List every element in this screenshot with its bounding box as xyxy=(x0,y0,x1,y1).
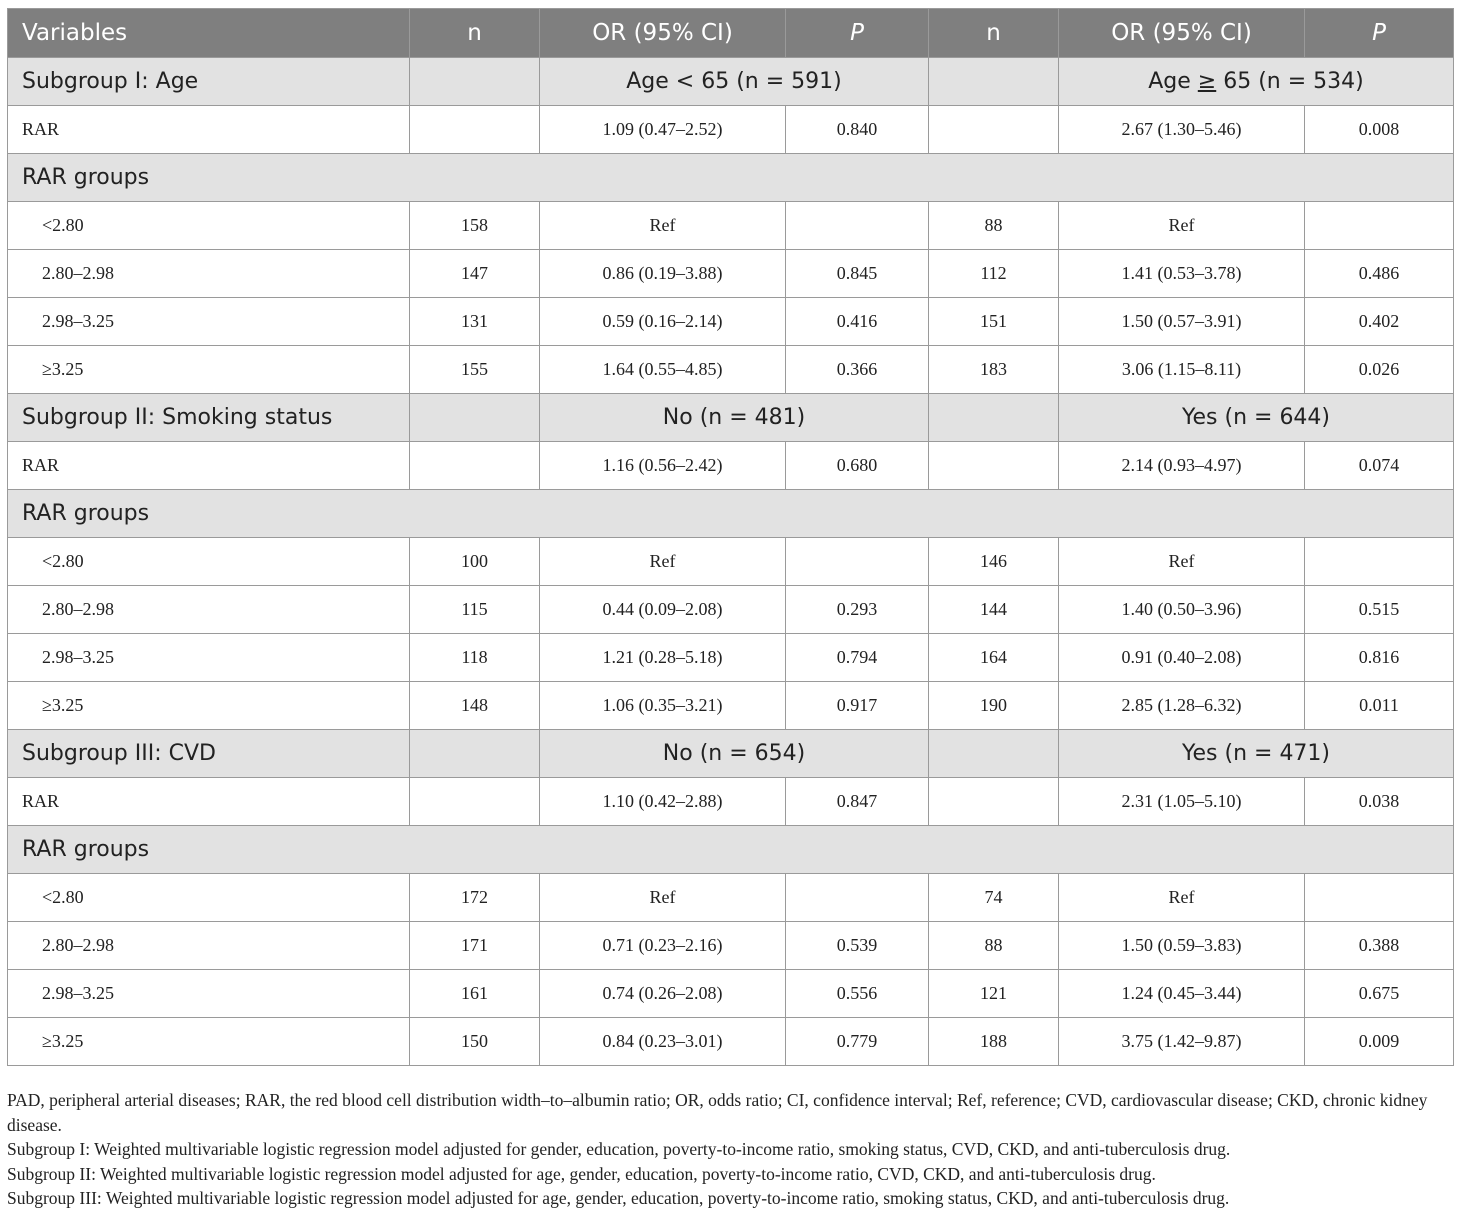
groups-label: RAR groups xyxy=(8,490,1454,538)
n-right: 121 xyxy=(929,970,1059,1018)
or-right: 0.91 (0.40–2.08) xyxy=(1059,634,1305,682)
or-left: 0.74 (0.26–2.08) xyxy=(540,970,786,1018)
groups-header-row xyxy=(8,826,1454,874)
footnote-abbreviations: PAD, peripheral arterial diseases; RAR, the red blood cell distribution width–to–albumin ratio; OR, odds ratio; CI, confidence interval; Ref, reference; CVD, cardiovascular disease; CKD, chronic kidney disease. xyxy=(7,1090,1428,1135)
n-right: 164 xyxy=(929,634,1059,682)
or-left: Ref xyxy=(540,538,786,586)
row-label: RAR xyxy=(8,778,410,826)
or-left: Ref xyxy=(540,874,786,922)
or-left: 1.16 (0.56–2.42) xyxy=(540,442,786,490)
row-label: 2.98–3.25 xyxy=(8,634,410,682)
header-n-right: n xyxy=(929,9,1059,58)
or-right: 2.85 (1.28–6.32) xyxy=(1059,682,1305,730)
n-left: 158 xyxy=(410,202,540,250)
or-right: Ref xyxy=(1059,874,1305,922)
n-right: 144 xyxy=(929,586,1059,634)
n-right: 88 xyxy=(929,922,1059,970)
or-left: 0.44 (0.09–2.08) xyxy=(540,586,786,634)
or-right: 1.41 (0.53–3.78) xyxy=(1059,250,1305,298)
rar-row xyxy=(8,442,1454,490)
table-row xyxy=(8,874,1454,922)
p-left: 0.416 xyxy=(786,298,929,346)
table-row xyxy=(8,1018,1454,1066)
n-left: 100 xyxy=(410,538,540,586)
left-group-label: Age < 65 (n = 591) xyxy=(540,58,929,106)
table-row xyxy=(8,682,1454,730)
or-right: 3.75 (1.42–9.87) xyxy=(1059,1018,1305,1066)
p-right: 0.402 xyxy=(1305,298,1454,346)
or-left: 1.64 (0.55–4.85) xyxy=(540,346,786,394)
or-left: 1.21 (0.28–5.18) xyxy=(540,634,786,682)
subgroup-title: Subgroup III: CVD xyxy=(8,730,410,778)
or-right: 1.40 (0.50–3.96) xyxy=(1059,586,1305,634)
row-label: 2.98–3.25 xyxy=(8,970,410,1018)
groups-header-row xyxy=(8,154,1454,202)
n-right: 151 xyxy=(929,298,1059,346)
p-left: 0.366 xyxy=(786,346,929,394)
n-left: 161 xyxy=(410,970,540,1018)
p-right xyxy=(1305,538,1454,586)
p-left: 0.847 xyxy=(786,778,929,826)
left-group-label: No (n = 481) xyxy=(540,394,929,442)
or-right: 1.50 (0.59–3.83) xyxy=(1059,922,1305,970)
or-right: 2.31 (1.05–5.10) xyxy=(1059,778,1305,826)
p-left xyxy=(786,874,929,922)
n-right: 74 xyxy=(929,874,1059,922)
p-right: 0.816 xyxy=(1305,634,1454,682)
table-row xyxy=(8,970,1454,1018)
p-right: 0.008 xyxy=(1305,106,1454,154)
row-label: <2.80 xyxy=(8,874,410,922)
table-row xyxy=(8,250,1454,298)
or-right: 1.24 (0.45–3.44) xyxy=(1059,970,1305,1018)
n-left: 171 xyxy=(410,922,540,970)
p-left: 0.779 xyxy=(786,1018,929,1066)
rar-row xyxy=(8,106,1454,154)
p-left: 0.680 xyxy=(786,442,929,490)
table-row xyxy=(8,346,1454,394)
subgroup-row xyxy=(8,58,1454,106)
or-right: Ref xyxy=(1059,538,1305,586)
right-group-label: Yes (n = 644) xyxy=(1059,394,1454,442)
n-right: 112 xyxy=(929,250,1059,298)
p-right: 0.515 xyxy=(1305,586,1454,634)
or-right: Ref xyxy=(1059,202,1305,250)
row-label: 2.98–3.25 xyxy=(8,298,410,346)
row-label: RAR xyxy=(8,106,410,154)
p-left: 0.539 xyxy=(786,922,929,970)
table-row xyxy=(8,922,1454,970)
results-table xyxy=(7,8,1454,1066)
p-right: 0.675 xyxy=(1305,970,1454,1018)
n-right: 146 xyxy=(929,538,1059,586)
subgroup-row xyxy=(8,730,1454,778)
header-variables: Variables xyxy=(8,9,410,58)
header-p-left: P xyxy=(786,9,929,58)
or-left: 0.59 (0.16–2.14) xyxy=(540,298,786,346)
p-left: 0.794 xyxy=(786,634,929,682)
n-left: 172 xyxy=(410,874,540,922)
footnote-subgroup-2: Subgroup II: Weighted multivariable logistic regression model adjusted for age, gender, education, poverty-to-income ratio, CVD, CKD, and anti-tuberculosis drug. xyxy=(7,1163,1156,1184)
n-right: 190 xyxy=(929,682,1059,730)
footnote-subgroup-1: Subgroup I: Weighted multivariable logistic regression model adjusted for gender, education, poverty-to-income ratio, smoking status, CVD, CKD, and anti-tuberculosis drug. xyxy=(7,1139,1231,1159)
table-row xyxy=(8,202,1454,250)
or-left: 0.71 (0.23–2.16) xyxy=(540,922,786,970)
right-group-label: Age ≥ 65 (n = 534) xyxy=(1059,58,1454,106)
p-right xyxy=(1305,874,1454,922)
header-or-right: OR (95% CI) xyxy=(1059,9,1305,58)
n-left: 147 xyxy=(410,250,540,298)
p-left: 0.293 xyxy=(786,586,929,634)
or-right: 1.50 (0.57–3.91) xyxy=(1059,298,1305,346)
row-label: <2.80 xyxy=(8,202,410,250)
or-left: 1.10 (0.42–2.88) xyxy=(540,778,786,826)
table-row xyxy=(8,538,1454,586)
header-row xyxy=(8,9,1454,58)
p-left: 0.845 xyxy=(786,250,929,298)
footnote-subgroup-3: Subgroup III: Weighted multivariable logistic regression model adjusted for age, gender, education, poverty-to-income ratio, smoking status, CKD, and anti-tuberculosis drug. xyxy=(7,1188,1230,1208)
p-left: 0.556 xyxy=(786,970,929,1018)
rar-row xyxy=(8,778,1454,826)
p-right: 0.009 xyxy=(1305,1018,1454,1066)
groups-label: RAR groups xyxy=(8,826,1454,874)
or-left: 0.86 (0.19–3.88) xyxy=(540,250,786,298)
p-right: 0.026 xyxy=(1305,346,1454,394)
row-label: 2.80–2.98 xyxy=(8,250,410,298)
row-label: ≥3.25 xyxy=(8,1018,410,1066)
table-row xyxy=(8,586,1454,634)
n-left: 150 xyxy=(410,1018,540,1066)
or-left: 1.09 (0.47–2.52) xyxy=(540,106,786,154)
row-label: 2.80–2.98 xyxy=(8,922,410,970)
n-right: 188 xyxy=(929,1018,1059,1066)
p-left xyxy=(786,202,929,250)
n-left: 118 xyxy=(410,634,540,682)
row-label: RAR xyxy=(8,442,410,490)
row-label: <2.80 xyxy=(8,538,410,586)
p-left xyxy=(786,538,929,586)
row-label: ≥3.25 xyxy=(8,346,410,394)
row-label: ≥3.25 xyxy=(8,682,410,730)
n-right: 183 xyxy=(929,346,1059,394)
groups-label: RAR groups xyxy=(8,154,1454,202)
or-left: Ref xyxy=(540,202,786,250)
or-right: 3.06 (1.15–8.11) xyxy=(1059,346,1305,394)
p-right: 0.011 xyxy=(1305,682,1454,730)
n-right: 88 xyxy=(929,202,1059,250)
subgroup-title: Subgroup I: Age xyxy=(8,58,410,106)
subgroup-title: Subgroup II: Smoking status xyxy=(8,394,410,442)
right-group-label: Yes (n = 471) xyxy=(1059,730,1454,778)
p-right: 0.486 xyxy=(1305,250,1454,298)
table-footnotes xyxy=(7,1088,1453,1211)
p-right: 0.074 xyxy=(1305,442,1454,490)
table-row xyxy=(8,634,1454,682)
n-left: 148 xyxy=(410,682,540,730)
header-or-left: OR (95% CI) xyxy=(540,9,786,58)
or-left: 1.06 (0.35–3.21) xyxy=(540,682,786,730)
p-left: 0.840 xyxy=(786,106,929,154)
n-left: 155 xyxy=(410,346,540,394)
or-right: 2.14 (0.93–4.97) xyxy=(1059,442,1305,490)
or-left: 0.84 (0.23–3.01) xyxy=(540,1018,786,1066)
p-right xyxy=(1305,202,1454,250)
header-p-right: P xyxy=(1305,9,1454,58)
header-n-left: n xyxy=(410,9,540,58)
groups-header-row xyxy=(8,490,1454,538)
row-label: 2.80–2.98 xyxy=(8,586,410,634)
left-group-label: No (n = 654) xyxy=(540,730,929,778)
p-right: 0.388 xyxy=(1305,922,1454,970)
or-right: 2.67 (1.30–5.46) xyxy=(1059,106,1305,154)
p-left: 0.917 xyxy=(786,682,929,730)
n-left: 131 xyxy=(410,298,540,346)
table-row xyxy=(8,298,1454,346)
n-left: 115 xyxy=(410,586,540,634)
subgroup-row xyxy=(8,394,1454,442)
p-right: 0.038 xyxy=(1305,778,1454,826)
